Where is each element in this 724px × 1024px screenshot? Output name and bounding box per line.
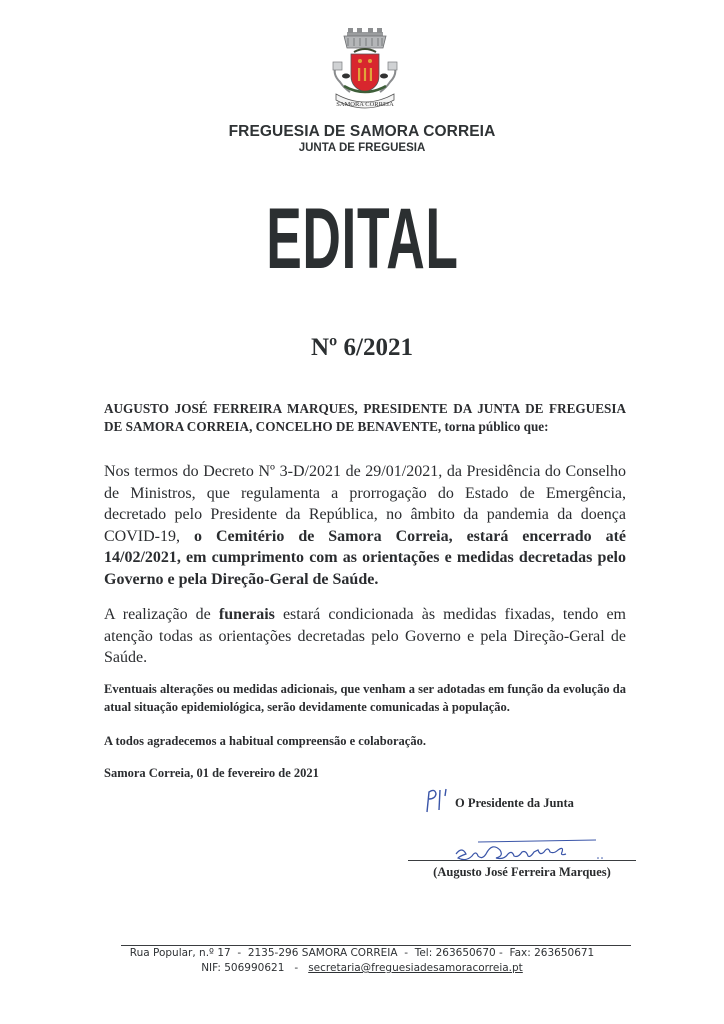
- organization-name: FREGUESIA DE SAMORA CORREIA: [228, 123, 496, 140]
- place-date: Samora Correia, 01 de fevereiro de 2021: [104, 766, 319, 780]
- main-bold: o Cemitério de Samora Correia, estará encerrado até 14/02/2021, em cumprimento com as orientações e medidas decretadas pelo Governo e pela Direção-Geral de Saúde.: [104, 527, 626, 588]
- footer-email-link[interactable]: secretaria@freguesiadesamoracorreia.pt: [308, 962, 523, 974]
- intro-paragraph: [104, 400, 626, 435]
- funerals-start: A realização de: [104, 606, 219, 623]
- crest-icon: [330, 28, 400, 112]
- notice-paragraph: Eventuais alterações ou medidas adicionais, que venham a ser adotadas em função da evolução da atual situação epidemiológica, serão devidamente comunicadas à população.: [104, 682, 626, 714]
- signature-line: [408, 860, 636, 861]
- footer-divider: [121, 945, 631, 946]
- footer-nif: NIF: 506990621 -: [201, 962, 309, 974]
- signatory-name: (Augusto José Ferreira Marques): [433, 865, 611, 879]
- coat-of-arms-logo: [330, 28, 400, 112]
- funerals-paragraph: [104, 604, 626, 669]
- document-number: Nº 6/2021: [310, 334, 413, 361]
- main-plain: Nos termos do Decreto Nº 3-D/2021 de 29/01/2021, da Presidência do Conselho de Ministros, que regulamenta a prorrogação do Estado de Emergência, decretado pelo Presidente da República, no âmbito da pandemia da doença COVID-19,: [104, 463, 626, 545]
- signoff-role: O Presidente da Junta: [455, 796, 574, 810]
- intro-bold: AUGUSTO JOSÉ FERREIRA MARQUES, PRESIDENTE DA JUNTA DE FREGUESIA DE SAMORA CORREIA, CONCELHO DE BENAVENTE,: [104, 401, 626, 434]
- thanks-paragraph: A todos agradecemos a habitual compreensão e colaboração.: [104, 734, 426, 748]
- crest-label: SAMORA CORREIA: [336, 101, 394, 108]
- footer-contact: [0, 962, 724, 974]
- funerals-bold: funerais: [218, 606, 275, 623]
- handwritten-pl-mark-icon: [423, 786, 455, 816]
- organization-subtitle: JUNTA DE FREGUESIA: [298, 142, 426, 154]
- signoff-block: [423, 792, 643, 822]
- document-title: EDITAL: [266, 191, 459, 287]
- footer-address: Rua Popular, n.º 17 - 2135-296 SAMORA CORREIA - Tel: 263650670 - Fax: 263650671: [129, 947, 595, 959]
- handwritten-signature-icon: [448, 838, 618, 868]
- funerals-end: estará condicionada às medidas fixadas, tendo em atenção todas as orientações decretadas pelo Governo e pela Direção-Geral de Saúde.: [104, 606, 626, 666]
- main-paragraph: [104, 461, 626, 590]
- intro-rest: torna público que:: [441, 418, 549, 434]
